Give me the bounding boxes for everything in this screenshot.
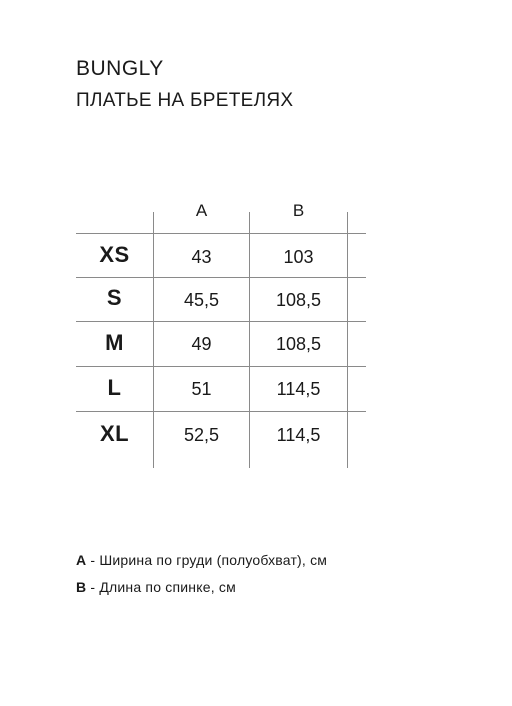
value-a: 45,5	[183, 290, 220, 310]
legend-item-a	[76, 551, 327, 569]
value-b: 114,5	[276, 379, 321, 399]
value-a: 43	[191, 247, 212, 267]
value-b: 103	[283, 247, 314, 267]
column-divider	[153, 212, 154, 468]
row-divider	[76, 321, 366, 322]
product-title: ПЛАТЬЕ НА БРЕТЕЛЯХ	[76, 90, 294, 111]
legend-key: A	[76, 552, 87, 568]
row-divider	[76, 233, 366, 234]
size-label: XL	[99, 421, 130, 446]
size-label: M	[105, 330, 124, 355]
size-label: S	[106, 285, 123, 310]
legend-text: - Длина по спинке, см	[86, 579, 236, 595]
size-label: XS	[99, 242, 130, 267]
legend-key: B	[76, 579, 87, 595]
legend-text: - Ширина по груди (полуобхват), см	[86, 552, 328, 568]
column-header-b: B	[292, 201, 305, 220]
legend-item-b	[76, 578, 236, 596]
brand-name: BUNGLY	[76, 57, 164, 80]
value-b: 114,5	[276, 425, 321, 445]
value-a: 52,5	[183, 425, 220, 445]
column-divider	[347, 212, 348, 468]
row-divider	[76, 277, 366, 278]
column-header-a: A	[195, 201, 208, 220]
size-label: L	[107, 375, 122, 400]
value-a: 51	[191, 379, 212, 399]
column-divider	[249, 212, 250, 468]
value-b: 108,5	[275, 290, 322, 310]
row-divider	[76, 411, 366, 412]
row-divider	[76, 366, 366, 367]
value-a: 49	[191, 334, 212, 354]
value-b: 108,5	[275, 334, 322, 354]
